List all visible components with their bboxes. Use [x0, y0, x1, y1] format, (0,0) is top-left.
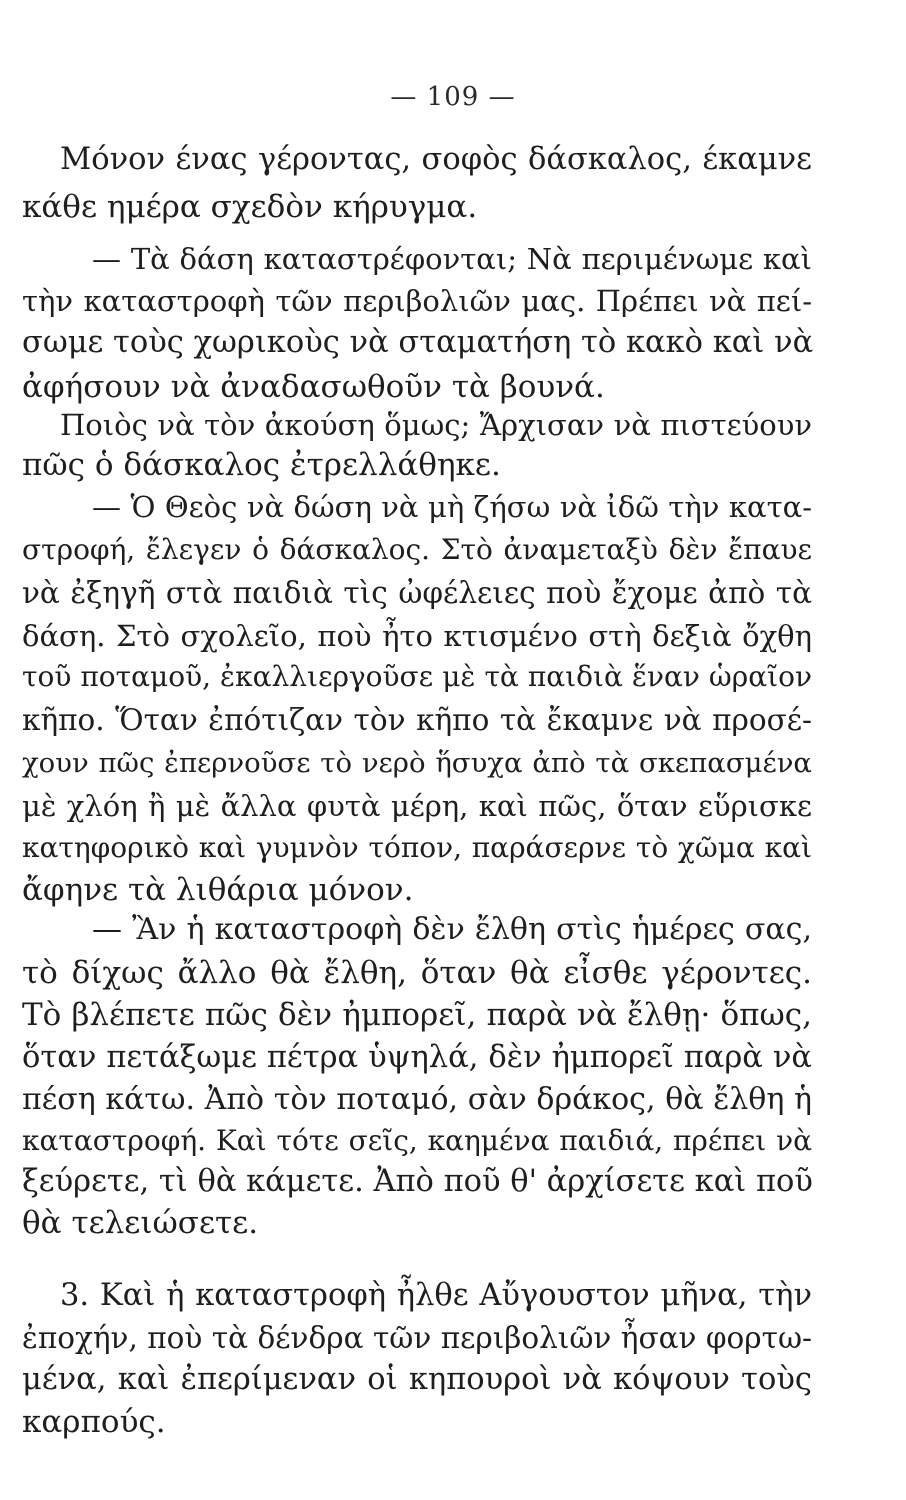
- text-line: κατηφορικὸ καὶ γυμνὸν τόπον, παράσερνε τὸ χῶμα καὶ: [22, 831, 812, 864]
- text-line: Τὸ βλέπετε πῶς δὲν ἠμπορεῖ, παρὰ νὰ ἔλθῃ· ὅπως,: [22, 997, 812, 1033]
- text-line: σωμε τοὺς χωρικοὺς νὰ σταματήση τὸ κακὸ καὶ νὰ: [22, 325, 814, 360]
- text-line: πῶς ὁ δάσκαλος ἐτρελλάθηκε.: [22, 447, 501, 483]
- text-line: μὲ χλόη ἢ μὲ ἄλλα φυτὰ μέρη, καὶ πῶς, ὅταν εὕρισκε: [22, 789, 812, 823]
- text-line: καταστροφή. Καὶ τότε σεῖς, καημένα παιδιά, πρέπει νὰ: [22, 1124, 812, 1157]
- text-line: ξεύρετε, τὶ θὰ κάμετε. Ἀπὸ ποῦ θ' ἀρχίσετε καὶ ποῦ: [22, 1164, 813, 1199]
- text-line: τοῦ ποταμοῦ, ἐκαλλιεργοῦσε μὲ τὰ παιδιὰ ἕναν ὡραῖον: [22, 660, 812, 693]
- text-line: — Ὁ Θεὸς νὰ δώση νὰ μὴ ζήσω νὰ ἰδῶ τὴν κατα-: [92, 490, 812, 524]
- page-number: — 109 —: [390, 82, 516, 112]
- text-line: καρπούς.: [22, 1404, 166, 1440]
- text-line: 3. Καὶ ἡ καταστροφὴ ἦλθε Αὔγουστον μῆνα, τὴν: [60, 1278, 812, 1313]
- text-line: — Ἂν ἡ καταστροφὴ δὲν ἔλθη στὶς ἡμέρες σας,: [92, 912, 812, 947]
- text-line: πέση κάτω. Ἀπὸ τὸν ποταμό, σὰν δράκος, θὰ ἔλθη ἡ: [22, 1082, 812, 1117]
- text-line: χουν πῶς ἐπερνοῦσε τὸ νερὸ ἥσυχα ἀπὸ τὰ σκεπασμένα: [22, 747, 812, 779]
- text-line: Ποιὸς νὰ τὸν ἀκούση ὅμως; Ἄρχισαν νὰ πιστεύουν: [60, 408, 812, 442]
- text-line: μένα, καὶ ἐπερίμεναν οἱ κηπουροὶ νὰ κόψουν τοὺς: [22, 1362, 812, 1397]
- text-line: ἐποχήν, ποὺ τὰ δένδρα τῶν περιβολιῶν ἦσαν φορτω-: [22, 1321, 812, 1355]
- text-line: ἀφήσουν νὰ ἀναδασωθοῦν τὰ βουνά.: [22, 369, 605, 405]
- text-line: — Τὰ δάση καταστρέφονται; Νὰ περιμένωμε καὶ: [92, 242, 812, 276]
- text-line: ὅταν πετάξωμε πέτρα ὑψηλά, δὲν ἠμπορεῖ παρὰ νὰ: [22, 1040, 812, 1075]
- text-line: δάση. Στὸ σχολεῖο, ποὺ ἦτο κτισμένο στὴ δεξιὰ ὄχθη: [22, 619, 812, 653]
- text-line: κῆπο. Ὅταν ἐπότιζαν τὸν κῆπο τὰ ἔκαμνε νὰ προσέ-: [22, 703, 812, 737]
- text-line: θὰ τελειώσετε.: [22, 1205, 259, 1241]
- text-line: ἄφηνε τὰ λιθάρια μόνον.: [22, 872, 414, 908]
- text-line: κάθε ημέρα σχεδὸν κήρυγμα.: [22, 189, 478, 225]
- text-line: Μόνον ένας γέροντας, σοφὸς δάσκαλος, έκαμνε: [60, 142, 812, 177]
- text-line: τὴν καταστροφὴ τῶν περιβολιῶν μας. Πρέπει νὰ πεί-: [22, 284, 812, 318]
- text-line: νὰ ἐξηγῆ στὰ παιδιὰ τὶς ὠφέλειες ποὺ ἔχομε ἀπὸ τὰ: [22, 576, 812, 610]
- text-line: τὸ δίχως ἄλλο θὰ ἔλθη, ὅταν θὰ εἶσθε γέροντες.: [22, 955, 812, 991]
- text-line: στροφή, ἔλεγεν ὁ δάσκαλος. Στὸ ἀναμεταξὺ δὲν ἔπαυε: [22, 533, 812, 566]
